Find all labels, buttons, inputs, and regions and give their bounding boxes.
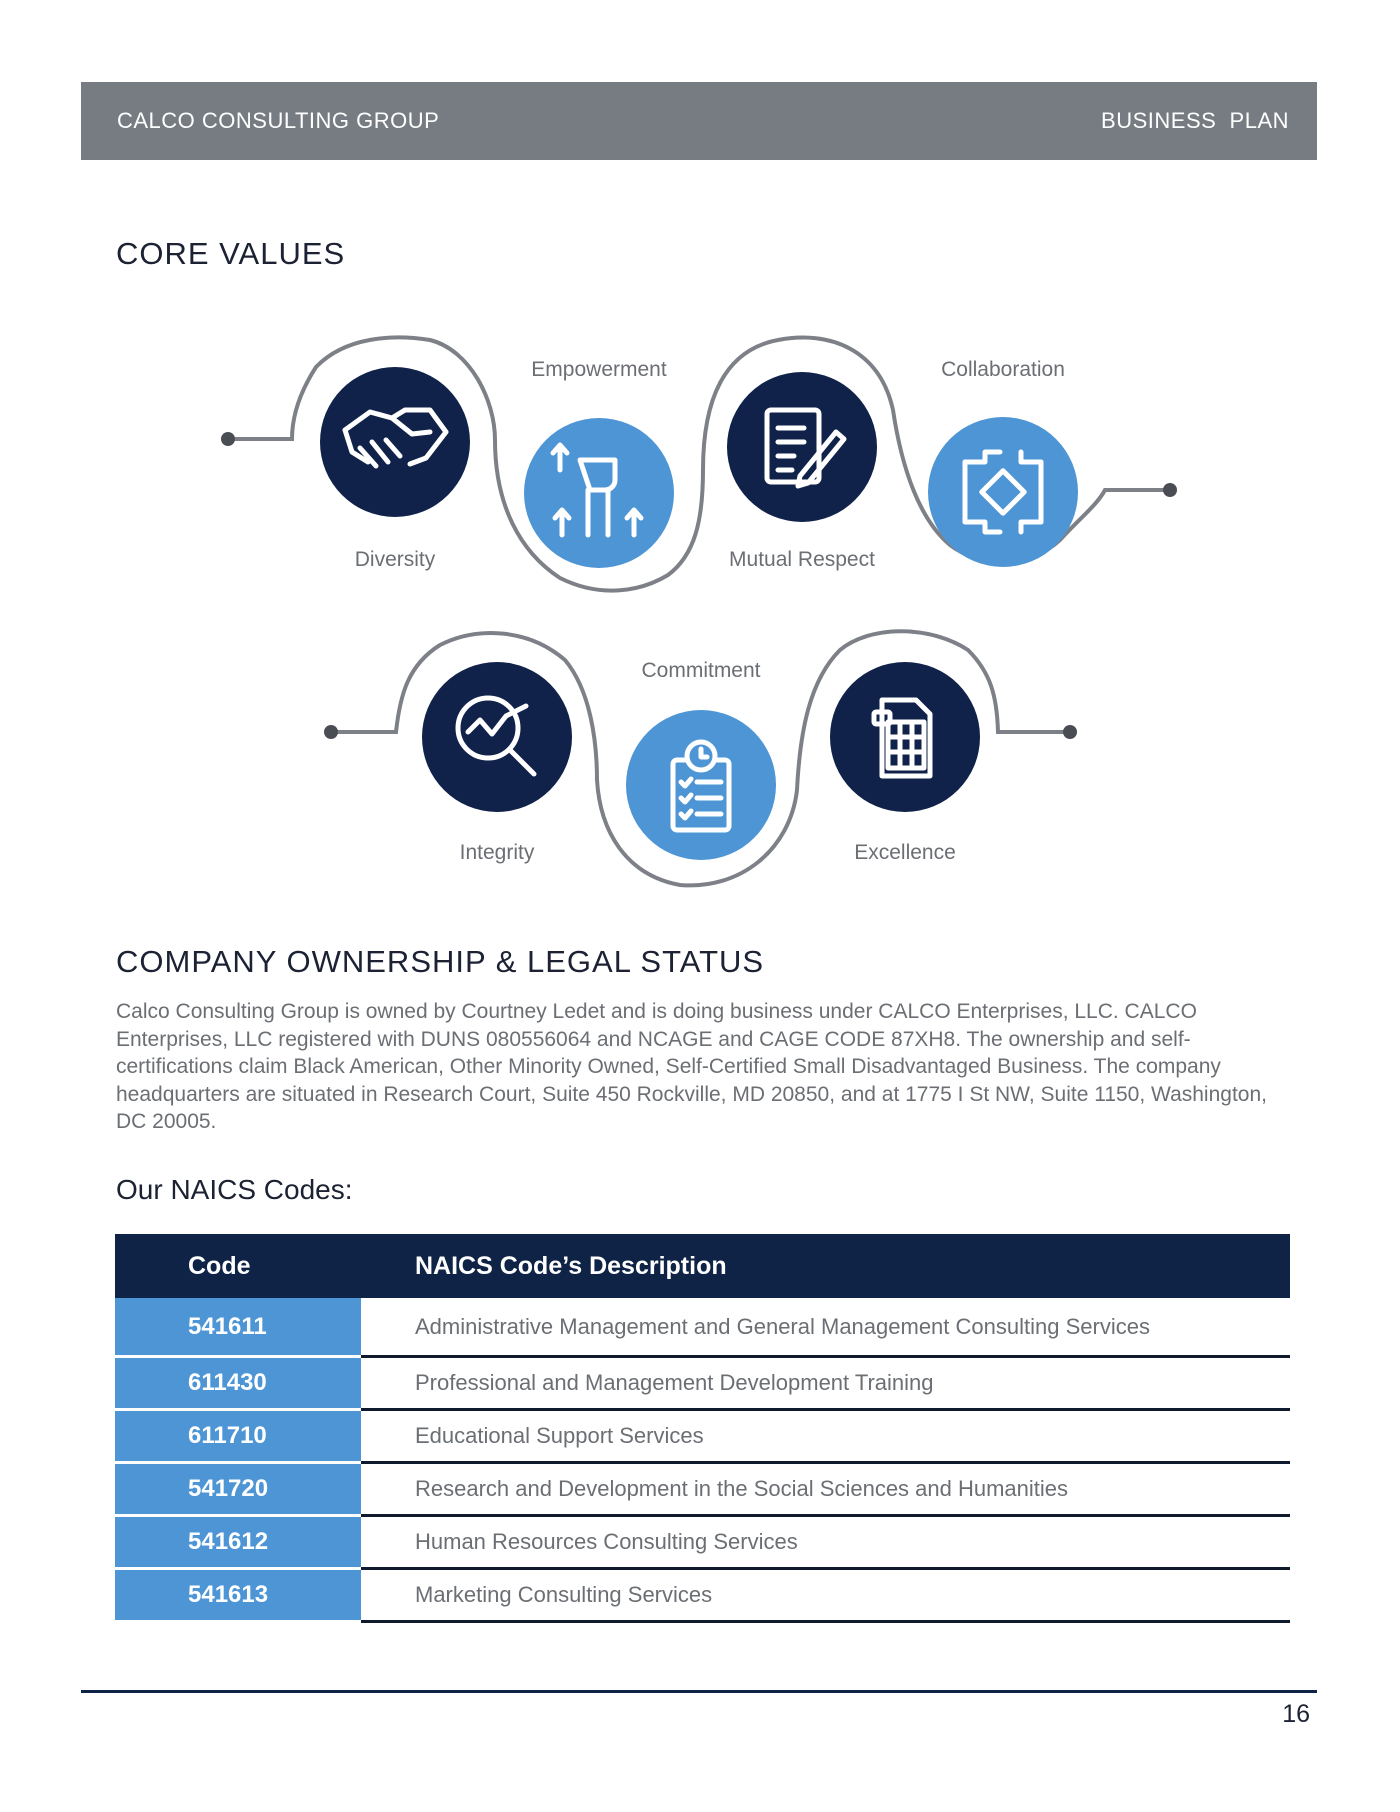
value-collaboration bbox=[928, 358, 1078, 567]
code-cell: 541611 bbox=[115, 1298, 361, 1357]
value-label: Mutual Respect bbox=[729, 548, 875, 571]
description-cell: Administrative Management and General Management Consulting Services bbox=[361, 1298, 1290, 1357]
description-cell: Human Resources Consulting Services bbox=[361, 1516, 1290, 1569]
footer-rule bbox=[81, 1690, 1317, 1693]
company-name: CALCO CONSULTING GROUP bbox=[117, 108, 440, 133]
table-row bbox=[115, 1357, 1290, 1410]
table-header-row bbox=[115, 1234, 1290, 1298]
column-header-code: Code bbox=[115, 1234, 361, 1298]
value-label: Commitment bbox=[641, 659, 761, 682]
code-cell: 541612 bbox=[115, 1516, 361, 1569]
ownership-title: COMPANY OWNERSHIP & LEGAL STATUS bbox=[116, 944, 765, 979]
code-cell: 541613 bbox=[115, 1569, 361, 1622]
description-cell: Professional and Management Development Training bbox=[361, 1357, 1290, 1410]
value-mutual-respect bbox=[727, 372, 877, 571]
core-values-title: CORE VALUES bbox=[116, 236, 346, 271]
value-label: Excellence bbox=[854, 841, 956, 864]
table-row bbox=[115, 1410, 1290, 1463]
value-diversity bbox=[320, 367, 470, 571]
document-type: BUSINESS PLAN bbox=[1101, 108, 1289, 133]
value-excellence bbox=[830, 662, 980, 864]
ownership-paragraph: Calco Consulting Group is owned by Courtney Ledet and is doing business under CALCO Enterprises, LLC. CALCO Enterprises, LLC registered with DUNS 080556064 and NCAGE and CAGE CODE 87XH8. The ownership and self-certifications claim Black American, Other Minority Owned, Self-Certified Small Disadvantaged Business. The company headquarters are situated in Research Court, Suite 450 Rockville, MD 20850, and at 1775 I St NW, Suite 1150, Washington, DC 20005. bbox=[116, 1000, 1267, 1133]
value-label: Empowerment bbox=[531, 358, 667, 381]
column-header-description: NAICS Code’s Description bbox=[361, 1234, 1290, 1298]
value-commitment bbox=[626, 659, 776, 860]
value-integrity bbox=[422, 662, 572, 864]
value-empowerment bbox=[524, 358, 674, 568]
table-row bbox=[115, 1516, 1290, 1569]
table-row bbox=[115, 1298, 1290, 1357]
page-number: 16 bbox=[1282, 1700, 1310, 1728]
naics-table bbox=[115, 1234, 1290, 1623]
description-cell: Research and Development in the Social Sciences and Humanities bbox=[361, 1463, 1290, 1516]
naics-heading: Our NAICS Codes: bbox=[116, 1174, 353, 1205]
description-cell: Educational Support Services bbox=[361, 1410, 1290, 1463]
value-label: Integrity bbox=[459, 841, 535, 864]
value-label: Diversity bbox=[354, 548, 436, 571]
code-cell: 611430 bbox=[115, 1357, 361, 1410]
value-label: Collaboration bbox=[941, 358, 1065, 381]
code-cell: 541720 bbox=[115, 1463, 361, 1516]
code-cell: 611710 bbox=[115, 1410, 361, 1463]
table-row bbox=[115, 1463, 1290, 1516]
description-cell: Marketing Consulting Services bbox=[361, 1569, 1290, 1622]
table-row bbox=[115, 1569, 1290, 1622]
